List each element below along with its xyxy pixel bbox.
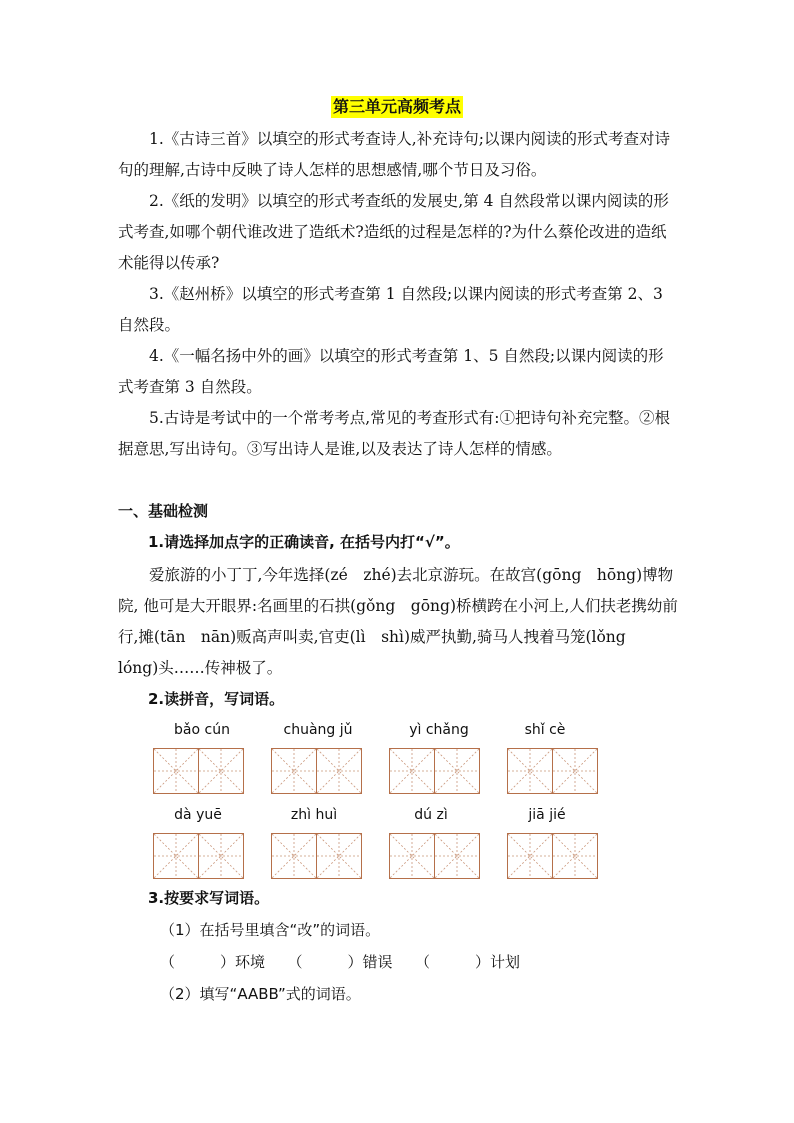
writing-cell[interactable] xyxy=(199,833,244,879)
writing-cell[interactable] xyxy=(435,748,480,794)
writing-grid-pair[interactable] xyxy=(271,833,362,879)
writing-cell[interactable] xyxy=(435,833,480,879)
grid-guides xyxy=(154,749,198,793)
writing-cell[interactable] xyxy=(507,748,553,794)
title-wrap xyxy=(0,96,794,118)
question-1-heading: 1.请选择加点字的正确读音, 在括号内打“√”。 xyxy=(148,533,460,551)
grid-guides xyxy=(508,749,552,793)
writing-cell[interactable] xyxy=(153,748,199,794)
writing-cell[interactable] xyxy=(507,833,553,879)
pinyin-label: shǐ cè xyxy=(524,722,566,738)
writing-grid-pair[interactable] xyxy=(507,833,598,879)
grid-guides xyxy=(272,834,316,878)
grid-guides xyxy=(317,834,361,878)
writing-cell[interactable] xyxy=(271,748,317,794)
pinyin-label: zhì huì xyxy=(290,807,338,823)
page-title: 第三单元高频考点 xyxy=(332,97,461,116)
pinyin-label: chuàng jǔ xyxy=(283,722,353,738)
writing-cell[interactable] xyxy=(389,748,435,794)
question-3-sub-2: （2）填写“AABB”式的词语。 xyxy=(160,985,361,1003)
grid-guides xyxy=(317,749,361,793)
key-point-4: 4.《一幅名扬中外的画》以填空的形式考查第 1、5 自然段;以课内阅读的形式考查第 3 自然段。 xyxy=(118,347,664,396)
grid-guides xyxy=(435,749,479,793)
question-3-sub-1: （1）在括号里填含“改”的词语。 xyxy=(160,921,381,939)
pinyin-label: yì chǎng xyxy=(409,722,469,738)
writing-cell[interactable] xyxy=(199,748,244,794)
grid-guides xyxy=(199,834,243,878)
writing-cell[interactable] xyxy=(317,833,362,879)
key-point-3: 3.《赵州桥》以填空的形式考查第 1 自然段;以课内阅读的形式考查第 2、3 自然段。 xyxy=(118,285,663,334)
writing-cell[interactable] xyxy=(317,748,362,794)
key-point-5: 5.古诗是考试中的一个常考考点,常见的考查形式有:①把诗句补充完整。②根据意思,写出诗句。③写出诗人是谁,以及表达了诗人怎样的情感。 xyxy=(118,409,670,458)
writing-cell[interactable] xyxy=(153,833,199,879)
grid-guides xyxy=(553,749,597,793)
grid-guides xyxy=(435,834,479,878)
question-3-fill-line[interactable]: （ ）环境 （ ）错误 （ ）计划 xyxy=(160,953,521,971)
writing-cell[interactable] xyxy=(389,833,435,879)
grid-guides xyxy=(553,834,597,878)
writing-grid-pair[interactable] xyxy=(153,748,244,794)
writing-grid-pair[interactable] xyxy=(507,748,598,794)
grid-guides xyxy=(390,749,434,793)
section-heading-basic: 一、基础检测 xyxy=(118,502,209,520)
grid-guides xyxy=(199,749,243,793)
question-2-heading: 2.读拼音，写词语。 xyxy=(148,690,285,708)
key-point-2: 2.《纸的发明》以填空的形式考查纸的发展史,第 4 自然段常以课内阅读的形式考查,如哪个朝代谁改进了造纸术?造纸的过程是怎样的?为什么蔡伦改进的造纸术能得以传承? xyxy=(118,192,669,272)
writing-cell[interactable] xyxy=(553,748,598,794)
writing-grid-pair[interactable] xyxy=(153,833,244,879)
key-point-1: 1.《古诗三首》以填空的形式考查诗人,补充诗句;以课内阅读的形式考查对诗句的理解,古诗中反映了诗人怎样的思想感情,哪个节日及习俗。 xyxy=(118,130,670,179)
writing-grid-pair[interactable] xyxy=(271,748,362,794)
pinyin-label: jiā jié xyxy=(528,807,566,823)
grid-guides xyxy=(154,834,198,878)
writing-cell[interactable] xyxy=(271,833,317,879)
grid-guides xyxy=(390,834,434,878)
pinyin-label: bǎo cún xyxy=(174,722,230,738)
grid-guides xyxy=(508,834,552,878)
writing-grid-pair[interactable] xyxy=(389,748,480,794)
writing-cell[interactable] xyxy=(553,833,598,879)
question-3-heading: 3.按要求写词语。 xyxy=(148,889,270,907)
grid-guides xyxy=(272,749,316,793)
question-1-passage: 爱旅游的小丁丁,今年选择(zé zhé)去北京游玩。在故宫(gōng hōng)博物院, 他可是大开眼界:名画里的石拱(gǒng gōng)桥横跨在小河上,人们扶老携幼前行,摊(tān nān)贩高声叫卖,官吏(lì shì)威严执勤,骑马人拽着马笼(lǒng lóng)头……传神极了。 xyxy=(118,566,678,677)
pinyin-label: dà yuē xyxy=(174,807,222,823)
writing-grid-pair[interactable] xyxy=(389,833,480,879)
pinyin-label: dú zì xyxy=(414,807,448,823)
